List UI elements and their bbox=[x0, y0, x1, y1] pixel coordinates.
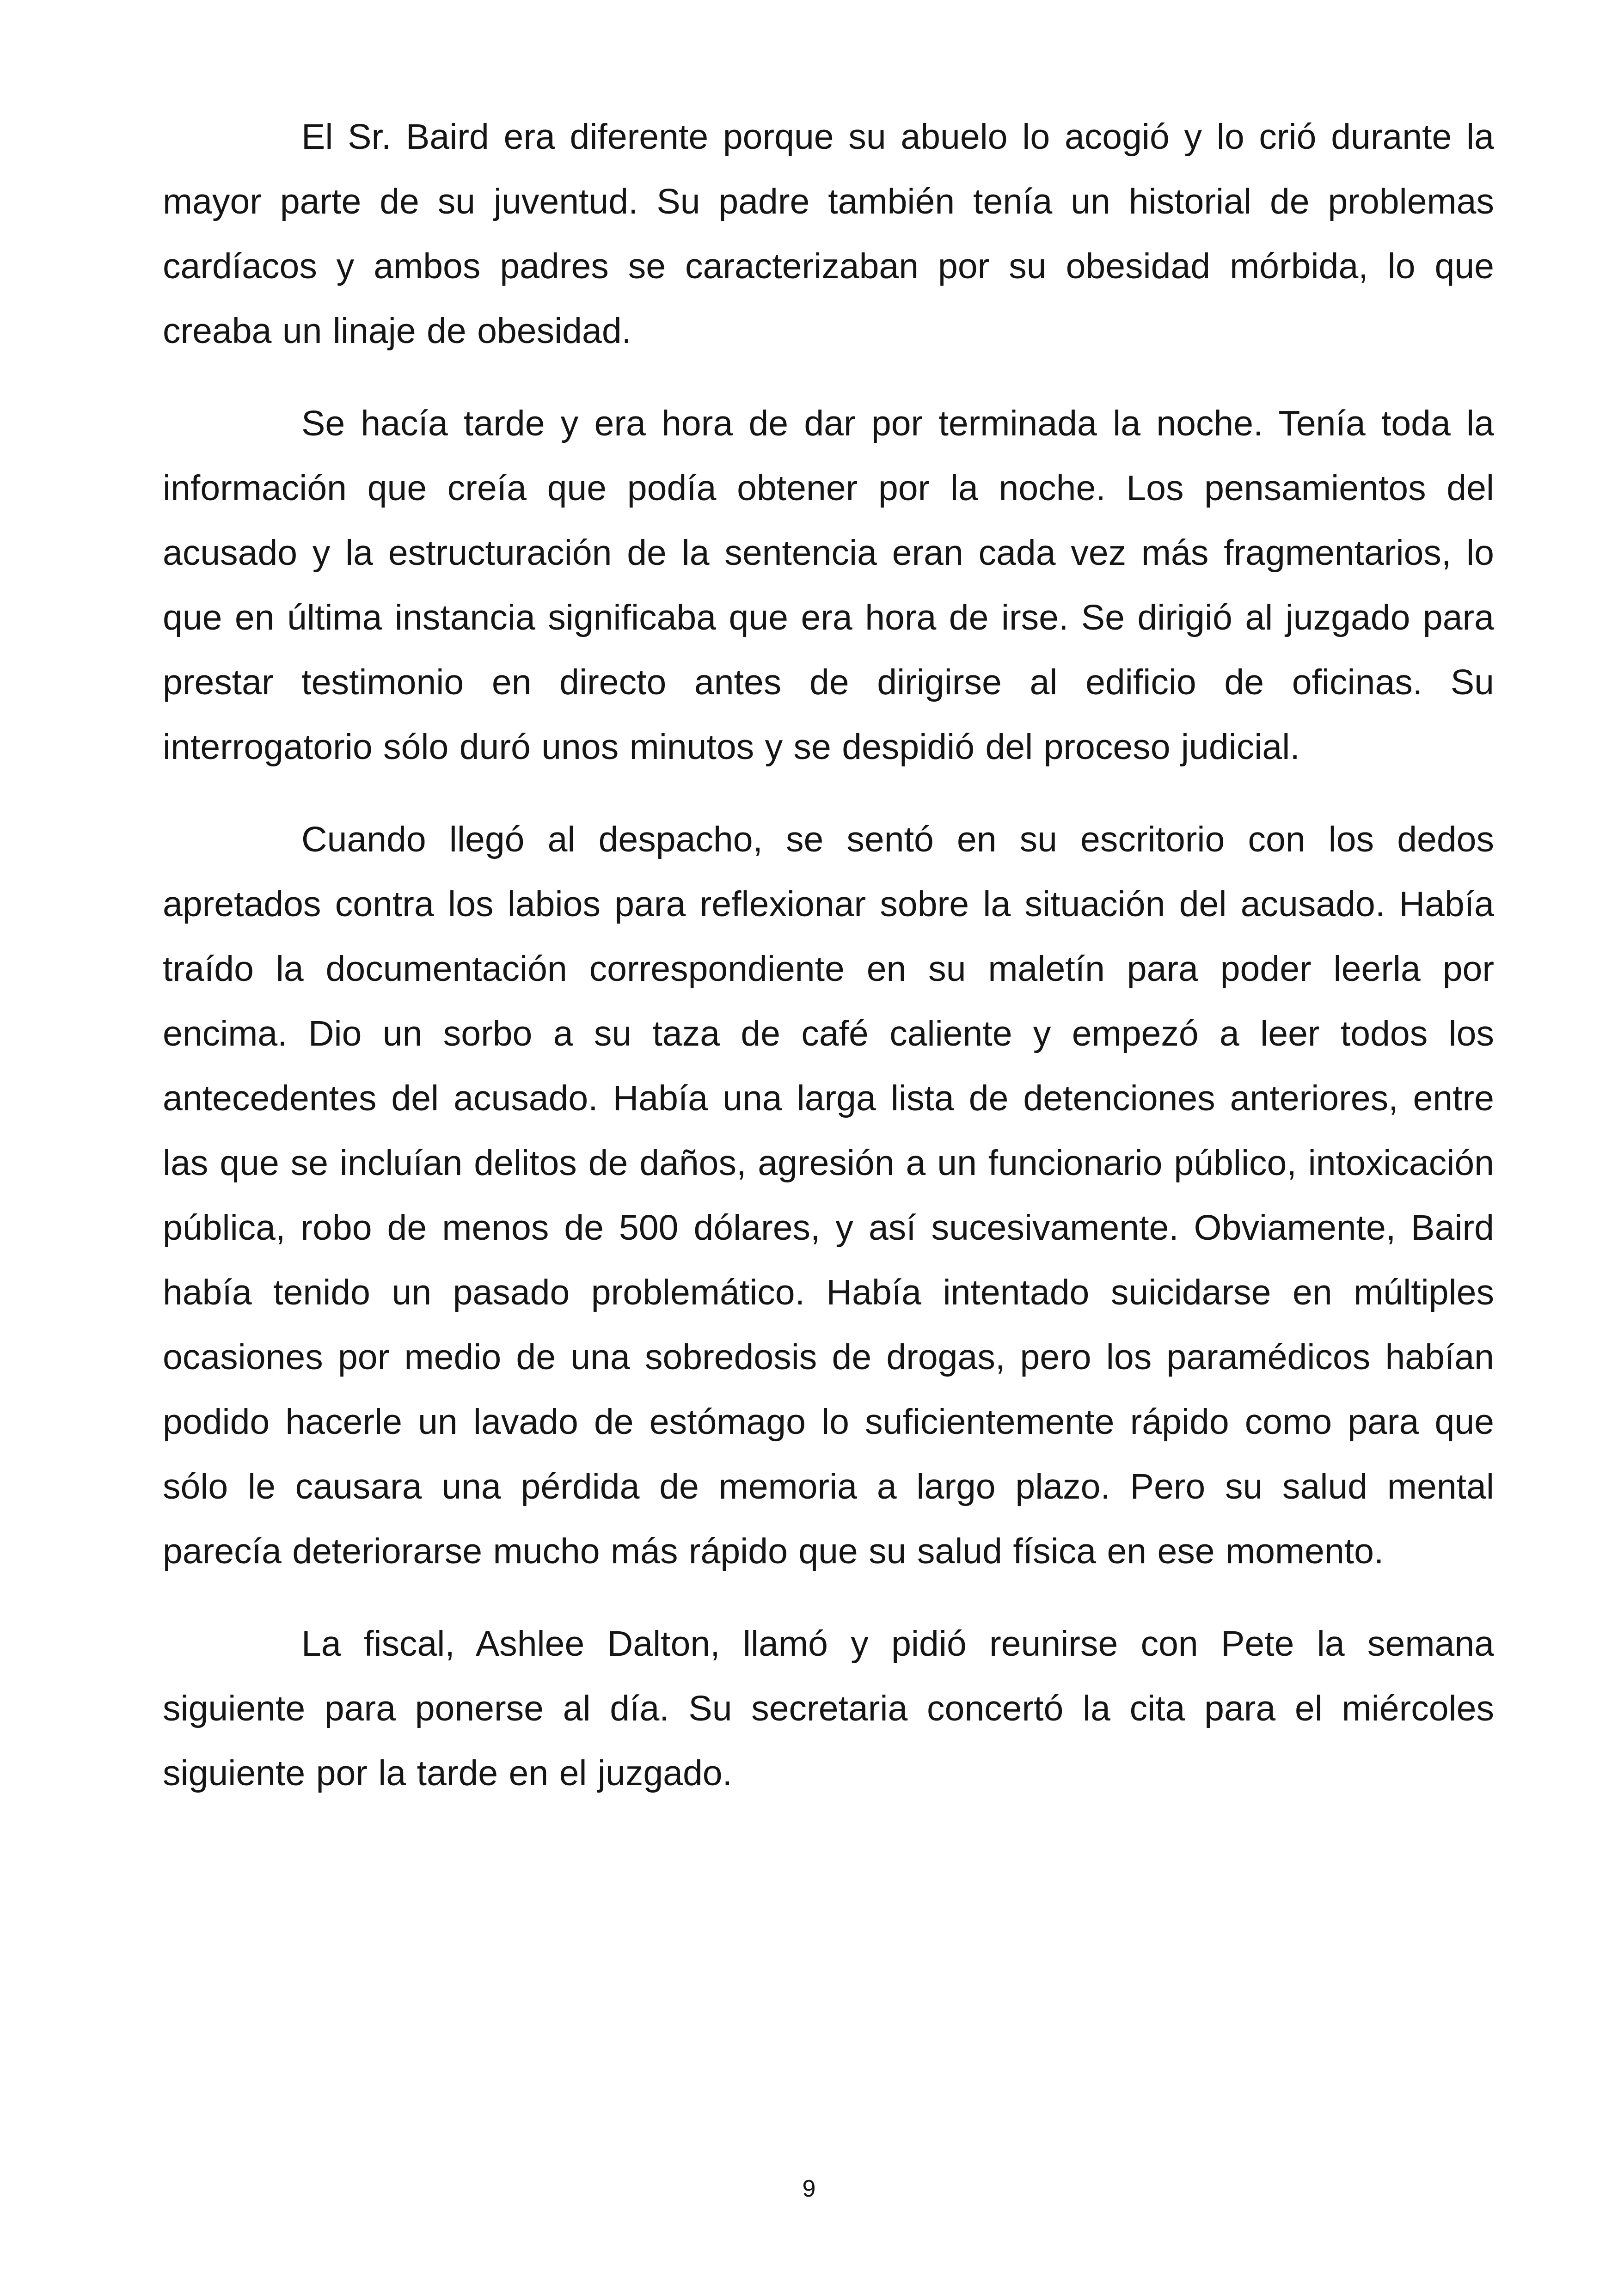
paragraph-3: Cuando llegó al despacho, se sentó en su escritorio con los dedos apretados contra los labios para reflexionar sobre la situación del acusado. Había traído la documentación correspondiente en su maletín para poder leerla por encima. Dio un sorbo a su taza de café caliente y empezó a leer todos los antecedentes del acusado. Había una larga lista de detenciones anteriores, entre las que se incluían delitos de daños, agresión a un funcionario público, intoxicación pública, robo de menos de 500 dólares, y así sucesivamente. Obviamente, Baird había tenido un pasado problemático. Había intentado suicidarse en múltiples ocasiones por medio de una sobredosis de drogas, pero los paramédicos habían podido hacerle un lavado de estómago lo suficientemente rápido como para que sólo le causara una pérdida de memoria a largo plazo. Pero su salud mental parecía deteriorarse mucho más rápido que su salud física en ese momento. bbox=[163, 820, 1494, 1571]
page-number: 9 bbox=[802, 2175, 816, 2202]
paragraph-2: Se hacía tarde y era hora de dar por terminada la noche. Tenía toda la información que creía que podía obtener por la noche. Los pensamientos del acusado y la estructuración de la sentencia eran cada vez más fragmentarios, lo que en última instancia significaba que era hora de irse. Se dirigió al juzgado para prestar testimonio en directo antes de dirigirse al edificio de oficinas. Su interrogatorio sólo duró unos minutos y se despidió del proceso judicial. bbox=[163, 404, 1494, 767]
paragraph-4: La fiscal, Ashlee Dalton, llamó y pidió reunirse con Pete la semana siguiente para ponerse al día. Su secretaria concertó la cita para el miércoles siguiente por la tarde en el juzgado. bbox=[163, 1624, 1494, 1793]
body-text bbox=[163, 104, 1494, 1833]
paragraph-1: El Sr. Baird era diferente porque su abuelo lo acogió y lo crió durante la mayor parte de su juventud. Su padre también tenía un historial de problemas cardíacos y ambos padres se caracterizaban por su obesidad mórbida, lo que creaba un linaje de obesidad. bbox=[163, 117, 1494, 351]
